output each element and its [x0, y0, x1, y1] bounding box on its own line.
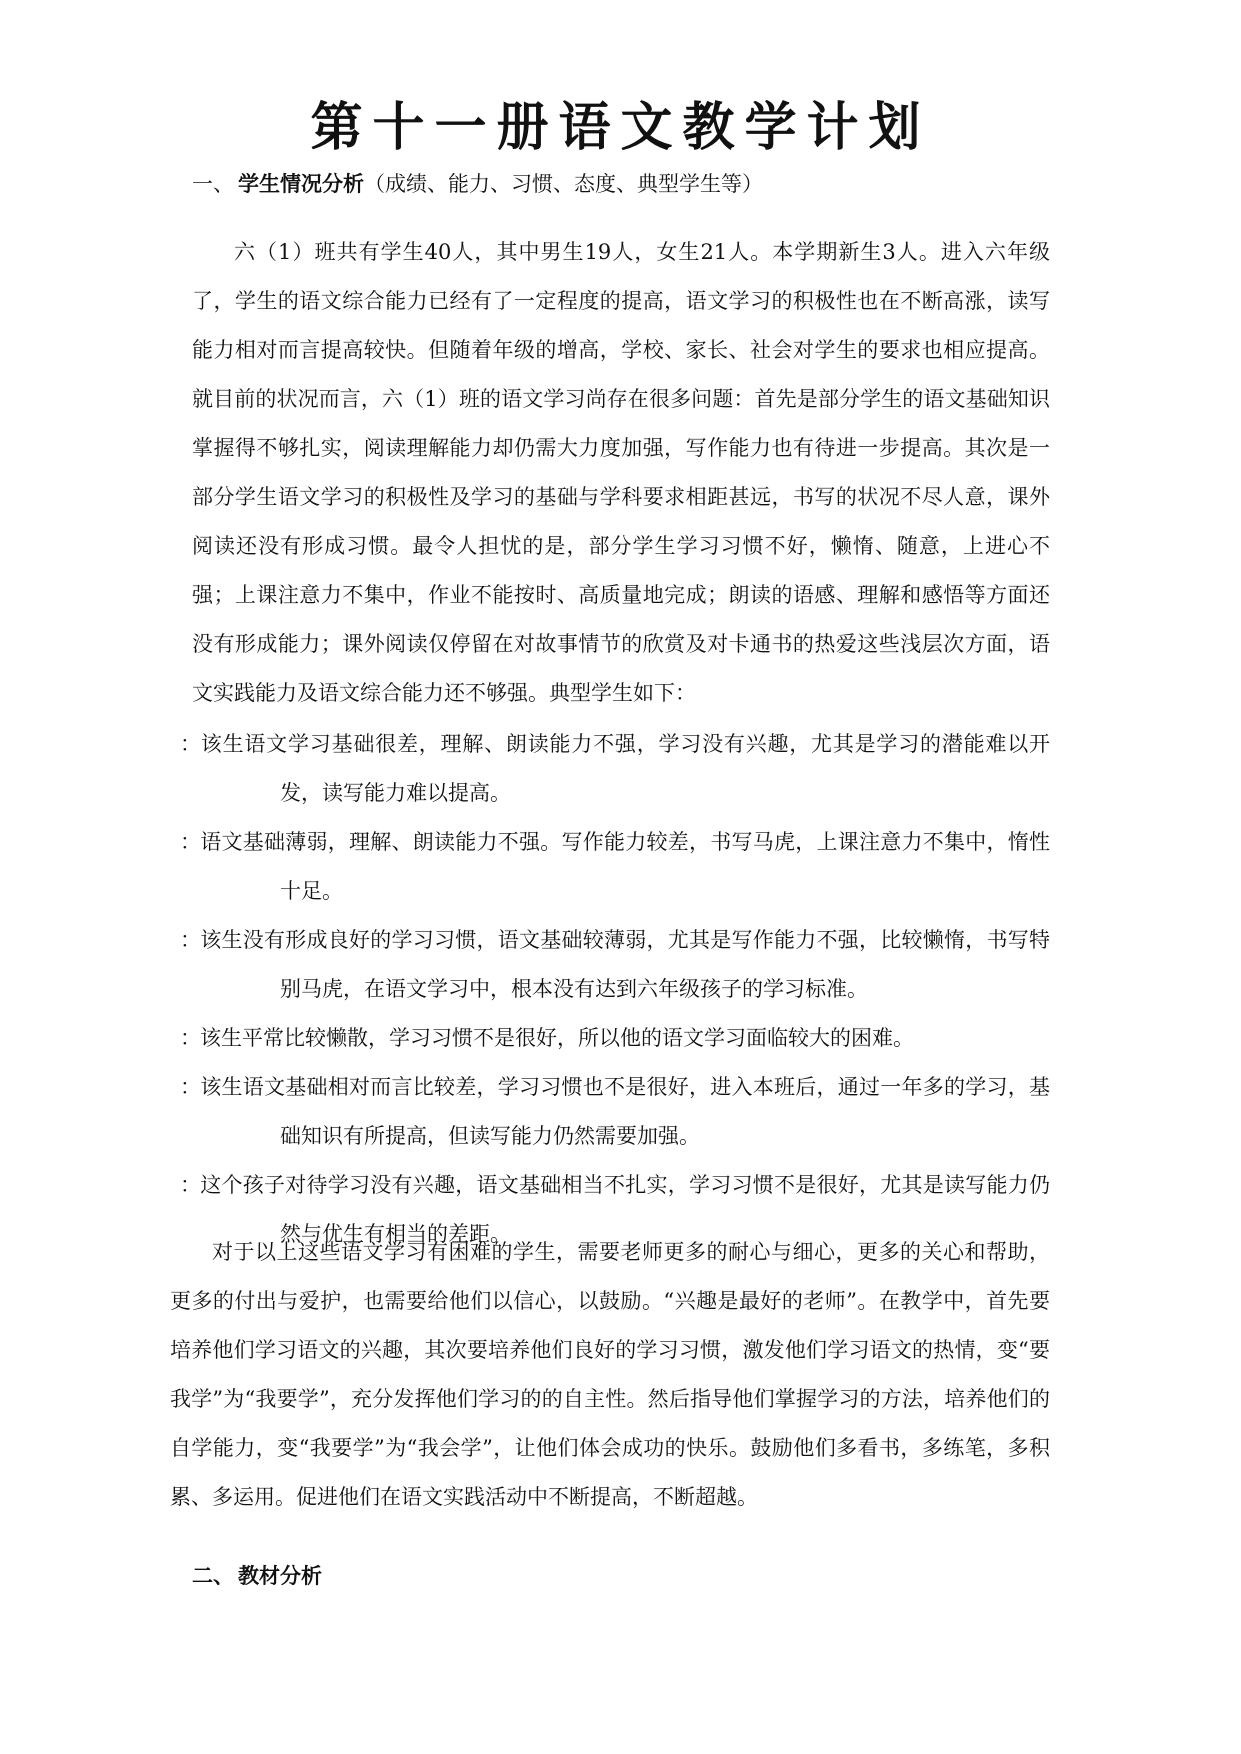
item-text: 语文基础薄弱，理解、朗读能力不强。写作能力较差，书写马虎，上课注意力不集中，惰性十足。 — [200, 830, 1050, 903]
item-text: 该生没有形成良好的学习习惯，语文基础较薄弱，尤其是写作能力不强，比较懒惰，书写特别马虎，在语文学习中，根本没有达到六年级孩子的学习标准。 — [200, 928, 1050, 1001]
section-heading-student-analysis — [192, 169, 763, 199]
section-title: 教材分析 — [238, 1564, 322, 1588]
section-note: （成绩、能力、习惯、态度、典型学生等） — [364, 172, 763, 196]
section-number: 二、 — [192, 1564, 234, 1588]
item-marker: ： — [180, 1075, 201, 1099]
item-text: 该生语文学习基础很差，理解、朗读能力不强，学习没有兴趣，尤其是学习的潜能难以开发，读写能力难以提高。 — [200, 732, 1050, 805]
item-marker: ： — [180, 928, 201, 952]
item-text: 这个孩子对待学习没有兴趣，语文基础相当不扎实，学习习惯不是很好，尤其是读写能力仍然与优生有相当的差距。 — [200, 1173, 1050, 1246]
item-marker: ： — [180, 830, 201, 854]
list-item — [180, 1063, 1050, 1161]
list-item — [180, 818, 1050, 916]
item-text: 该生语文基础相对而言比较差，学习习惯也不是很好，进入本班后，通过一年多的学习，基础知识有所提高，但读写能力仍然需要加强。 — [200, 1075, 1050, 1148]
class-overview-paragraph: 六（1）班共有学生40人，其中男生19人，女生21人。本学期新生3人。进入六年级了，学生的语文综合能力已经有了一定程度的提高，语文学习的积极性也在不断高涨，读写能力相对而言提高较快。但随着年级的增高，学校、家长、社会对学生的要求也相应提高。就目前的状况而言，六（1）班的语文学习尚存在很多问题：首先是部分学生的语文基础知识掌握得不够扎实，阅读理解能力却仍需大力度加强，写作能力也有待进一步提高。其次是一部分学生语文学习的积极性及学习的基础与学科要求相距甚远，书写的状况不尽人意，课外阅读还没有形成习惯。最令人担忧的是，部分学生学习习惯不好，懒惰、随意，上进心不强；上课注意力不集中，作业不能按时、高质量地完成；朗读的语感、理解和感悟等方面还没有形成能力；课外阅读仅停留在对故事情节的欣赏及对卡通书的热爱这些浅层次方面，语文实践能力及语文综合能力还不够强。典型学生如下： — [192, 240, 1050, 705]
item-marker: ： — [180, 1173, 201, 1197]
document-title: 第十一册语文教学计划 — [310, 97, 931, 158]
section-heading-textbook-analysis — [192, 1561, 322, 1591]
section-title: 学生情况分析 — [238, 172, 364, 196]
item-marker: ： — [180, 1026, 201, 1050]
section-number: 一、 — [192, 172, 234, 196]
list-item — [180, 720, 1050, 818]
item-text: 该生平常比较懒散，学习习惯不是很好，所以他的语文学习面临较大的困难。 — [200, 1026, 914, 1050]
item-marker: ： — [180, 732, 201, 756]
list-item — [180, 1014, 1050, 1063]
list-item — [180, 916, 1050, 1014]
teaching-strategy-paragraph: 对于以上这些语文学习有困难的学生，需要老师更多的耐心与细心，更多的关心和帮助，更多的付出与爱护，也需要给他们以信心，以鼓励。“兴趣是最好的老师”。在教学中，首先要培养他们学习语文的兴趣，其次要培养他们良好的学习习惯，激发他们学习语文的热情，变“要我学”为“我要学”，充分发挥他们学习的的自主性。然后指导他们掌握学习的方法，培养他们的自学能力，变“我要学”为“我会学”，让他们体会成功的快乐。鼓励他们多看书，多练笔，多积累、多运用。促进他们在语文实践活动中不断提高，不断超越。 — [170, 1240, 1050, 1509]
typical-students-list — [180, 720, 1050, 1259]
